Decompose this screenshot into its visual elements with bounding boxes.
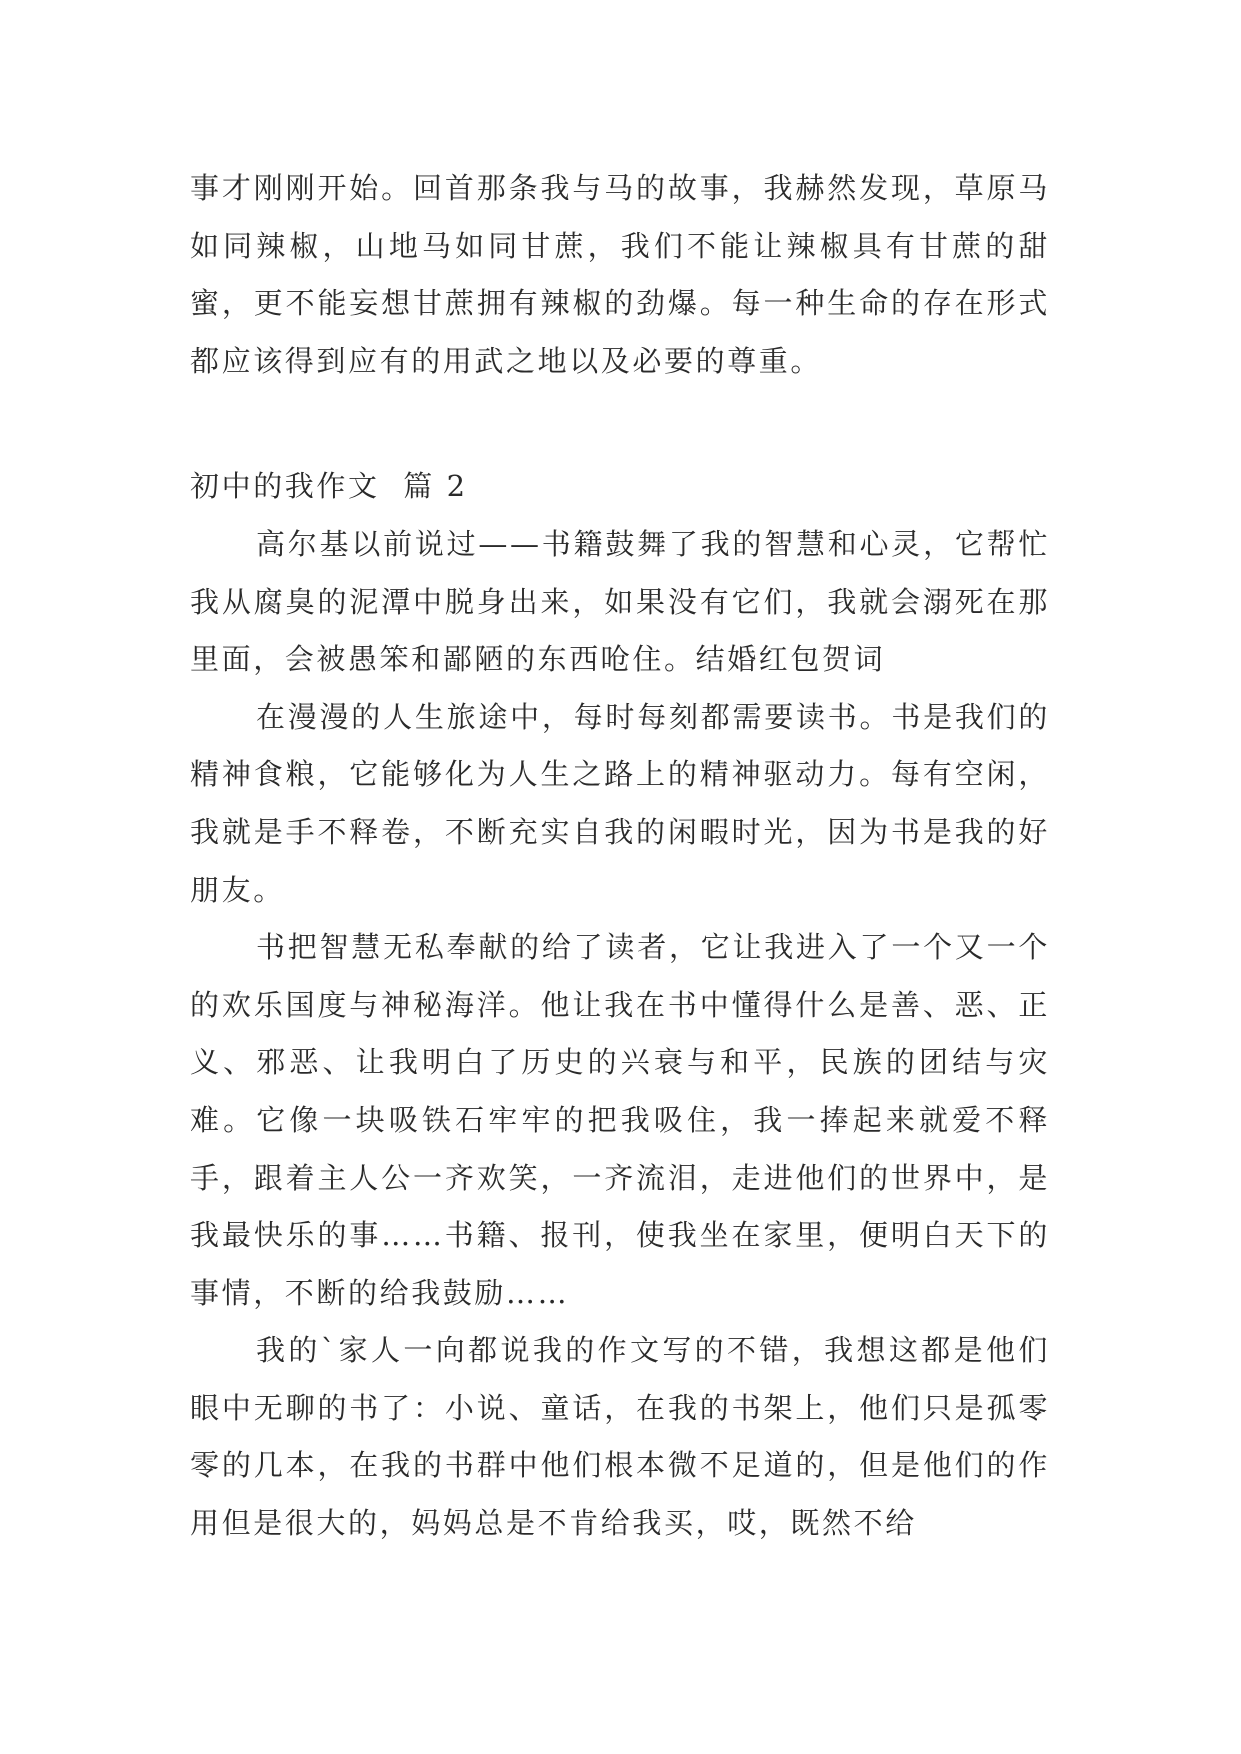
body-paragraph: 在漫漫的人生旅途中，每时每刻都需要读书。书是我们的精神食粮，它能够化为人生之路上的精神驱动力。每有空闲，我就是手不释卷，不断充实自我的闲暇时光，因为书是我的好朋友。 xyxy=(190,699,1050,907)
opening-paragraph: 事才刚刚开始。回首那条我与马的故事，我赫然发现，草原马如同辣椒，山地马如同甘蔗，我们不能让辣椒具有甘蔗的甜蜜，更不能妄想甘蔗拥有辣椒的劲爆。每一种生命的存在形式都应该得到应有的用武之地以及必要的尊重。 xyxy=(190,171,1050,378)
body-paragraph: 我的`家人一向都说我的作文写的不错，我想这都是他们眼中无聊的书了：小说、童话，在我的书架上，他们只是孤零零的几本，在我的书群中他们根本微不足道的，但是他们的作用但是很大的，妈妈总是不肯给我买，哎，既然不给 xyxy=(190,1333,1050,1541)
body-paragraph: 书把智慧无私奉献的给了读者，它让我进入了一个又一个的欢乐国度与神秘海洋。他让我在书中懂得什么是善、恶、正义、邪恶、让我明白了历史的兴衰与和平，民族的团结与灾难。它像一块吸铁石牢牢的把我吸住，我一捧起来就爱不释手，跟着主人公一齐欢笑，一齐流泪，走进他们的世界中，是我最快乐的事……书籍、报刊，使我坐在家里，便明白天下的事情，不断的给我鼓励…… xyxy=(190,930,1050,1310)
section-spacer xyxy=(190,390,1050,458)
body-paragraph: 高尔基以前说过——书籍鼓舞了我的智慧和心灵，它帮忙我从腐臭的泥潭中脱身出来，如果没有它们，我就会溺死在那里面，会被愚笨和鄙陋的东西呛住。结婚红包贺词 xyxy=(190,526,1050,677)
section-heading: 初中的我作文 篇 2 xyxy=(190,469,468,504)
document-page xyxy=(190,160,1050,1553)
